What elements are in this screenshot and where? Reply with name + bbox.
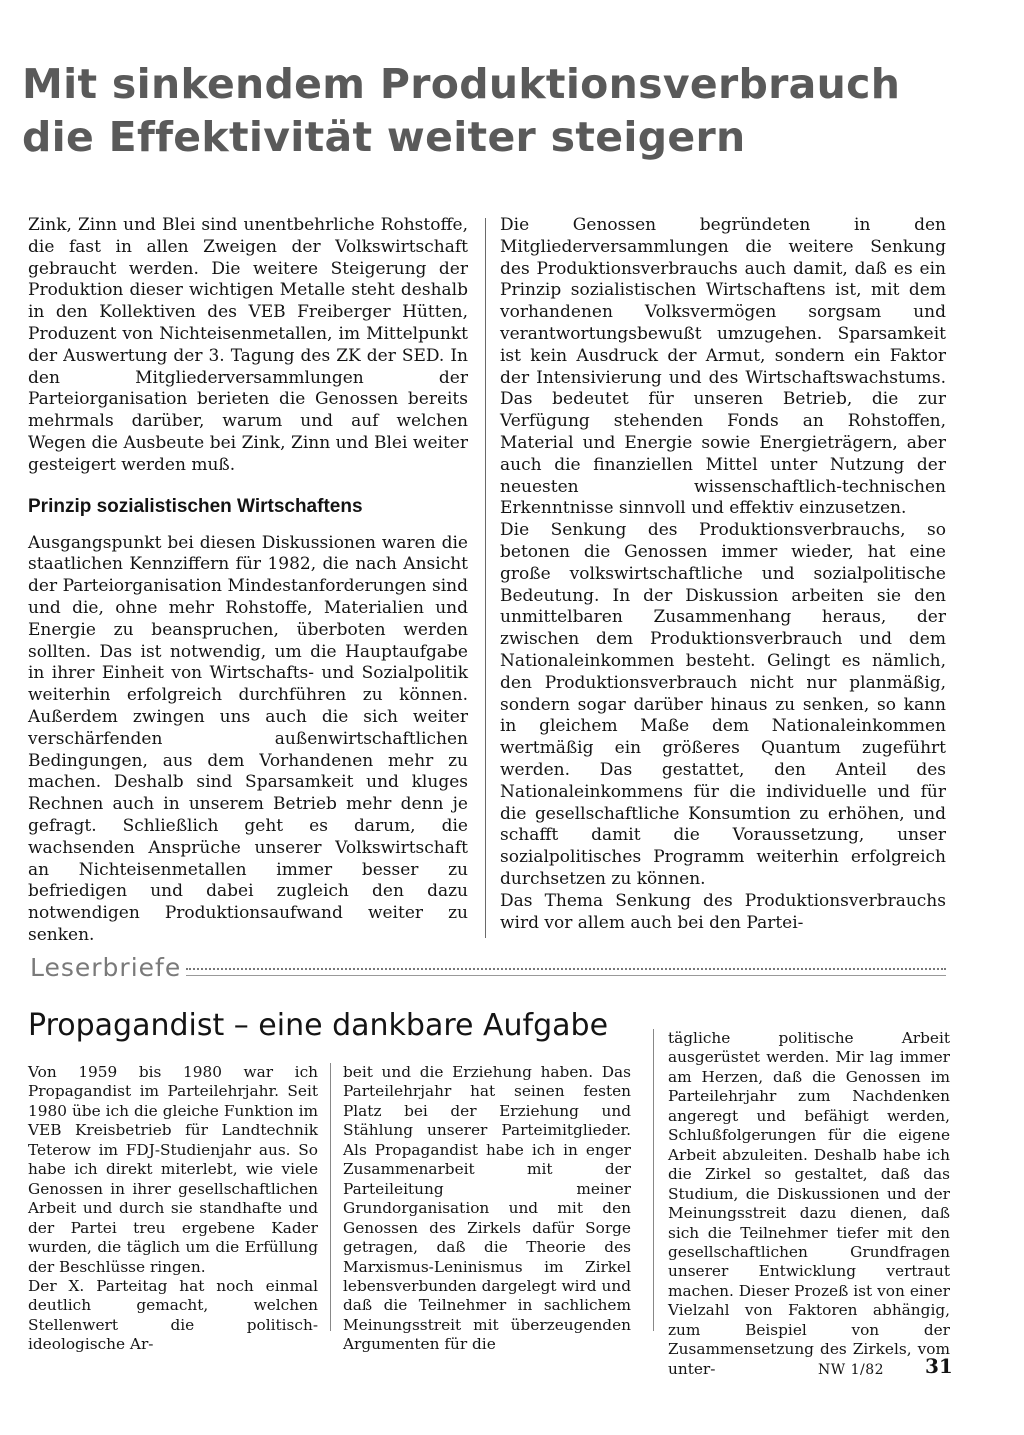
letter-paragraph: Von 1959 bis 1980 war ich Propagandist im Parteilehrjahr. Seit 1980 übe ich die gleiche Funktion im VEB Kreisbetrieb für Landtechnik Teterow im FDJ-Studienjahr aus. So habe ich direkt miterlebt, wie viele Genossen in ihrer gesellschaftlichen Arbeit und durch sie standhafte und der Partei treu ergebene Kader wurden, die täglich um die Erfüllung der Beschlüsse ringen. [28,1063,318,1276]
page-number: 31 [925,1354,953,1378]
headline [22,58,1002,164]
article-subheading: Prinzip sozialistischen Wirtschaftens [28,495,363,517]
headline-line-1: Mit sinkendem Produktionsverbrauch [22,60,901,108]
letter-column-2 [343,1063,631,1355]
article-paragraph: Das Thema Senkung des Produktionsverbrauchs wird vor allem auch bei den Partei- [500,890,946,933]
column-divider [330,1063,331,1331]
letter-paragraph: beit und die Erziehung haben. Das Parteilehrjahr hat seinen festen Platz bei der Erziehung und Stählung unserer Parteimitglieder. Als Propagandist habe ich in enger Zusammenarbeit mit der Parteileitung meiner Grundorganisation und mit den Genossen des Zirkels dafür Sorge getragen, daß die Theorie des Marxismus-Leninismus im Zirkel lebensverbunden dargelegt wird und daß die Teilnehmer in sachlichem Meinungsstreit mit überzeugenden Argumenten für die [343,1063,631,1354]
article-paragraph: Die Senkung des Produktionsverbrauchs, so betonen die Genossen immer wieder, hat eine große volkswirtschaftliche und sozialpolitische Bedeutung. In der Diskussion arbeiten sie den unmittelbaren Zusammenhang heraus, der zwischen dem Produktionsverbrauch und dem Nationaleinkommen besteht. Gelingt es nämlich, den Produktionsverbrauch nicht nur planmäßig, sondern sogar darüber hinaus zu senken, so kann in gleichem Maße dem Nationaleinkommen wertmäßig ein größeres Quantum zugeführt werden. Das gestattet, den Anteil des Nationaleinkommens für die individuelle und für die gesellschaftliche Konsumtion zu erhöhen, und schafft damit die Voraussetzung, unser sozialpolitisches Programm weiterhin erfolgreich durchsetzen zu können. [500,520,946,889]
letter-title: Propagandist – eine dankbare Aufgabe [28,1008,609,1043]
letter-paragraph: tägliche politische Arbeit ausgerüstet werden. Mir lag immer am Herzen, daß die Genossen im Parteilehrjahr zum Nachdenken angeregt und befähigt werden, Schlußfolgerungen für die eigene Arbeit abzuleiten. Deshalb habe ich die Zirkel so gestaltet, daß das Studium, die Diskussionen und der Meinungsstreit dazu dienen, daß sich die Teilnehmer tiefer mit den gesellschaftlichen Grundfragen unserer Entwicklung vertraut machen. Dieser Prozeß ist von einer Vielzahl von Faktoren abhängig, zum Beispiel von der Zusammensetzung des Zirkels, vom unter- [668,1029,950,1378]
article-column-2 [500,215,946,934]
headline-line-2: die Effektivität weiter steigern [22,113,746,161]
article-paragraph: Ausgangspunkt bei diesen Diskussionen waren die staatlichen Kennziffern für 1982, die nach Ansicht der Parteiorganisation Mindestanforderungen sind und die, ohne mehr Rohstoffe, Materialien und Energie zu beanspruchen, überboten werden sollten. Das ist notwendig, um die Hauptaufgabe in ihrer Einheit von Wirtschafts- und Sozialpolitik weiterhin erfolgreich durchführen zu können. Außerdem zwingen uns auch die sich weiter verschärfenden außenwirtschaftlichen Bedingungen, aus dem Vorhandenen mehr zu machen. Deshalb sind Sparsamkeit und kluges Rechnen auch in unserem Betrieb mehr denn je gefragt. Schließlich geht es darum, die wachsenden Ansprüche unserer Volkswirtschaft an Nichteisenmetallen immer besser zu befriedigen und dabei zugleich den dazu notwendigen Produktionsaufwand weiter zu senken. [28,532,468,945]
section-divider [186,968,946,976]
article-paragraph: Die Genossen begründeten in den Mitgliederversammlungen die weitere Senkung des Produktionsverbrauchs auch damit, daß es ein Prinzip sozialistischen Wirtschaftens ist, mit dem vorhandenen Volksvermögen sorgsam und verantwortungsbewußt umzugehen. Sparsamkeit ist kein Ausdruck der Armut, sondern ein Faktor der Intensivierung und des Wirtschaftswachstums. Das bedeutet für unseren Betrieb, die zur Verfügung stehenden Fonds an Rohstoffen, Material und Energie sowie Energieträgern, aber auch die finanziellen Mittel unter Nutzung der neuesten wissenschaftlich-technischen Erkenntnisse sinnvoll und effektiv einzusetzen. [500,215,946,519]
letter-column-1 [28,1063,318,1355]
column-divider [485,218,486,938]
letter-paragraph: Der X. Parteitag hat noch einmal deutlich gemacht, welchen Stellenwert die politisch-ideologische Ar- [28,1276,318,1354]
article-column-1 [28,215,468,947]
column-divider [653,1029,654,1331]
magazine-issue: NW 1/82 [818,1362,885,1378]
section-label: Leserbriefe [30,953,182,982]
letter-column-3 [668,1029,950,1379]
article-paragraph: Zink, Zinn und Blei sind unentbehrliche Rohstoffe, die fast in allen Zweigen der Volkswirtschaft gebraucht werden. Die weitere Steigerung der Produktion dieser wichtigen Metalle steht deshalb in den Kollektiven des VEB Freiberger Hütten, Produzent von Nichteisenmetallen, im Mittelpunkt der Auswertung der 3. Tagung des ZK der SED. In den Mitgliederversammlungen der Parteiorganisation berieten die Genossen bereits mehrmals darüber, warum und auf welchen Wegen die Ausbeute bei Zink, Zinn und Blei weiter gesteigert werden muß. [28,215,468,475]
